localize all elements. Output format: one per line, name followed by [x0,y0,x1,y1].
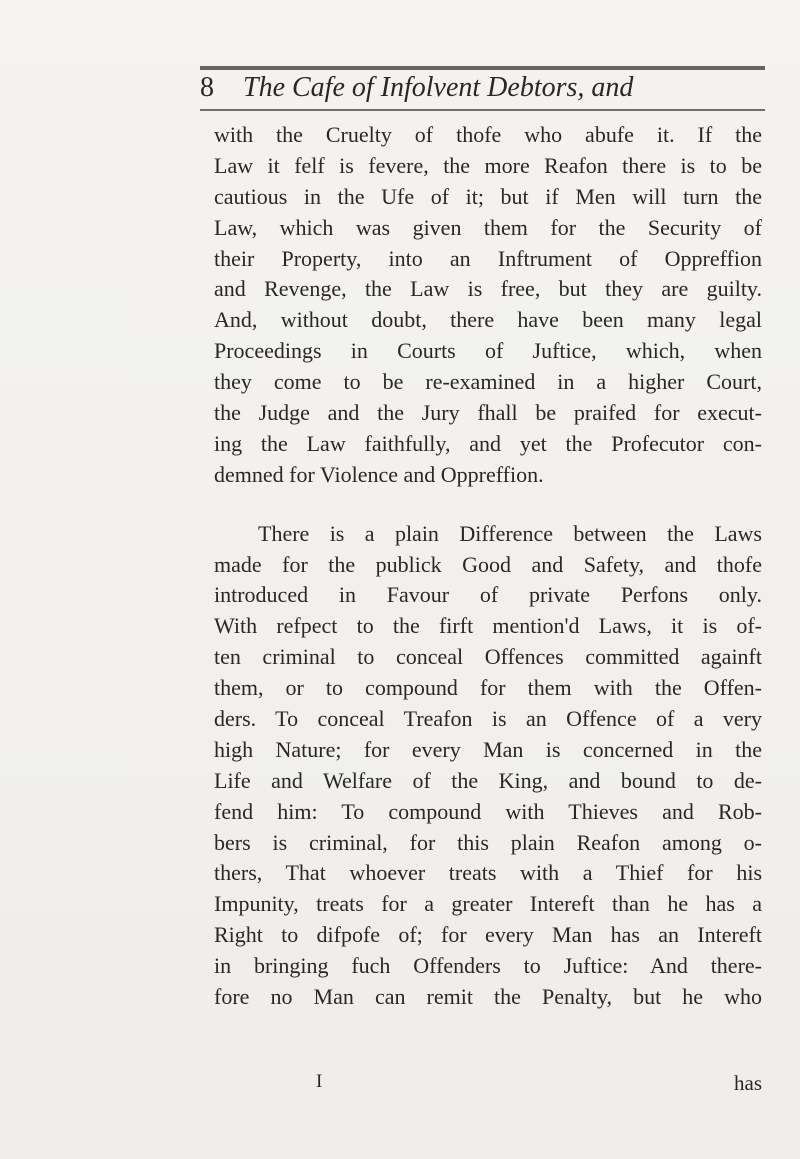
text-line: fend him: To compound with Thieves and Rob- [214,798,762,824]
text-line: and Revenge, the Law is free, but they are guilty. [214,276,762,302]
page-number: 8 [200,72,214,103]
text-line: And, without doubt, there have been many legal [214,307,762,333]
running-head: The Cafe of Infolvent Debtors, and [243,72,634,103]
paragraph-gap [214,491,762,519]
text-line: With refpect to the firft mention'd Laws, it is of- [214,613,762,639]
text-line: the Judge and the Jury fhall be praifed for execut- [214,400,762,426]
text-line: demned for Violence and Oppreffion. [214,461,544,487]
catchword: has [734,1071,762,1095]
text-line: in bringing fuch Offenders to Juftice: And there- [214,953,762,979]
body-text [214,120,762,1013]
text-line: them, or to compound for them with the Offen- [214,675,762,701]
text-line: introduced in Favour of private Perfons only. [214,582,762,608]
text-line: cautious in the Ufe of it; but if Men will turn the [214,183,762,209]
header-rule [200,109,765,111]
signature-mark: I [316,1071,323,1092]
page-header [200,68,760,108]
text-line: with the Cruelty of thofe who abufe it. If the [214,122,762,147]
text-line: Law it felf is fevere, the more Reafon there is to be [214,152,762,178]
paragraph-2 [214,519,762,1013]
text-line: their Property, into an Inftrument of Oppreffion [214,245,762,271]
text-line: ders. To conceal Treafon is an Offence of a very [214,706,762,732]
text-line: made for the publick Good and Safety, and thofe [214,551,762,577]
text-line: thers, That whoever treats with a Thief for his [214,860,762,886]
text-line: ten criminal to conceal Offences committed againft [214,644,762,670]
text-line: Impunity, treats for a greater Intereft than he has a [214,891,762,917]
text-line: high Nature; for every Man is concerned in the [214,736,762,762]
text-line: bers is criminal, for this plain Reafon among o- [214,829,762,855]
text-line: There is a plain Difference between the Laws [258,520,762,546]
text-line: Proceedings in Courts of Juftice, which, when [214,338,762,364]
paragraph-1 [214,120,762,491]
text-line: fore no Man can remit the Penalty, but he who [214,984,762,1010]
text-line: Law, which was given them for the Security of [214,214,762,240]
text-line: they come to be re-examined in a higher Court, [214,369,762,395]
text-line: Right to difpofe of; for every Man has an Intereft [214,922,762,948]
page-footer [214,1071,762,1097]
text-line: Life and Welfare of the King, and bound to de- [214,767,762,793]
text-line: ing the Law faithfully, and yet the Profecutor con- [214,430,762,456]
